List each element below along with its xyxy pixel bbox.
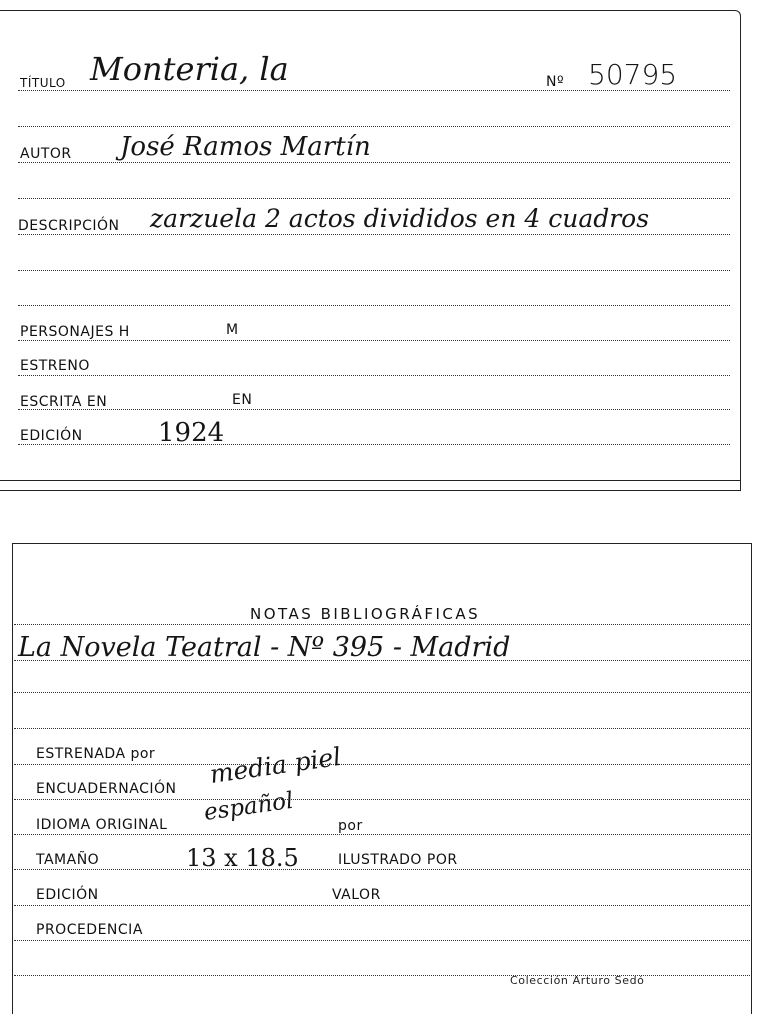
notes-value: La Novela Teatral - Nº 395 - Madrid bbox=[18, 632, 511, 663]
estrenada-label: ESTRENADA por bbox=[36, 746, 156, 762]
blank-line-2 bbox=[18, 198, 730, 199]
edicion-value: 1924 bbox=[158, 418, 225, 448]
idioma-label: IDIOMA ORIGINAL bbox=[36, 817, 168, 833]
descripcion-line bbox=[18, 234, 730, 235]
estrenada-line bbox=[14, 764, 750, 765]
titulo-label: TÍTULO bbox=[20, 76, 66, 90]
descripcion-value: zarzuela 2 actos divididos en 4 cuadros bbox=[150, 204, 650, 233]
procedencia-line bbox=[14, 940, 750, 941]
blank-line-4 bbox=[18, 305, 730, 306]
titulo-value: Monteria, la bbox=[90, 50, 289, 88]
notes-line-4 bbox=[14, 728, 750, 729]
encuadernacion-value: media piel bbox=[207, 741, 343, 789]
idioma-line bbox=[14, 834, 750, 835]
numero-label: Nº bbox=[546, 74, 565, 90]
idioma-value: español bbox=[202, 787, 296, 826]
encuadernacion-label: ENCUADERNACIÓN bbox=[36, 781, 177, 797]
escrita-label: ESCRITA EN bbox=[20, 394, 108, 410]
notes-line-2 bbox=[14, 660, 750, 661]
ilustrado-label: ILUSTRADO POR bbox=[338, 852, 458, 868]
edicion-line bbox=[18, 444, 730, 445]
descripcion-label: DESCRIPCIÓN bbox=[18, 218, 120, 234]
autor-value: José Ramos Martín bbox=[120, 132, 371, 162]
blank-line-1 bbox=[18, 126, 730, 127]
encuadernacion-line bbox=[14, 799, 750, 800]
edicion-back-line bbox=[14, 905, 750, 906]
card-front-bottom-edge-2 bbox=[0, 490, 740, 491]
escrita-line bbox=[18, 409, 730, 410]
valor-label: VALOR bbox=[332, 887, 381, 903]
autor-label: AUTOR bbox=[20, 146, 72, 162]
personajes-line bbox=[18, 340, 730, 341]
edicion-label: EDICIÓN bbox=[20, 428, 83, 444]
estreno-line bbox=[18, 375, 730, 376]
escrita-en2-label: EN bbox=[232, 392, 253, 408]
notes-line-3 bbox=[14, 692, 750, 693]
estreno-label: ESTRENO bbox=[20, 358, 90, 374]
tamano-value: 13 x 18.5 bbox=[186, 844, 299, 872]
tamano-label: TAMAÑO bbox=[36, 852, 100, 868]
personajes-label: PERSONAJES H bbox=[20, 324, 130, 340]
personajes-m-label: M bbox=[226, 322, 239, 338]
notas-heading: NOTAS BIBLIOGRÁFICAS bbox=[250, 605, 481, 623]
tamano-line bbox=[14, 869, 750, 870]
blank-line-3 bbox=[18, 270, 730, 271]
autor-line bbox=[18, 162, 730, 163]
collection-stamp: Colección Arturo Sedó bbox=[510, 974, 645, 987]
numero-value: 50795 bbox=[588, 58, 678, 91]
edicion-back-label: EDICIÓN bbox=[36, 887, 99, 903]
notes-line-1 bbox=[14, 624, 750, 625]
procedencia-label: PROCEDENCIA bbox=[36, 922, 143, 938]
card-front-bottom-edge bbox=[0, 480, 740, 481]
idioma-por-label: por bbox=[338, 818, 363, 834]
